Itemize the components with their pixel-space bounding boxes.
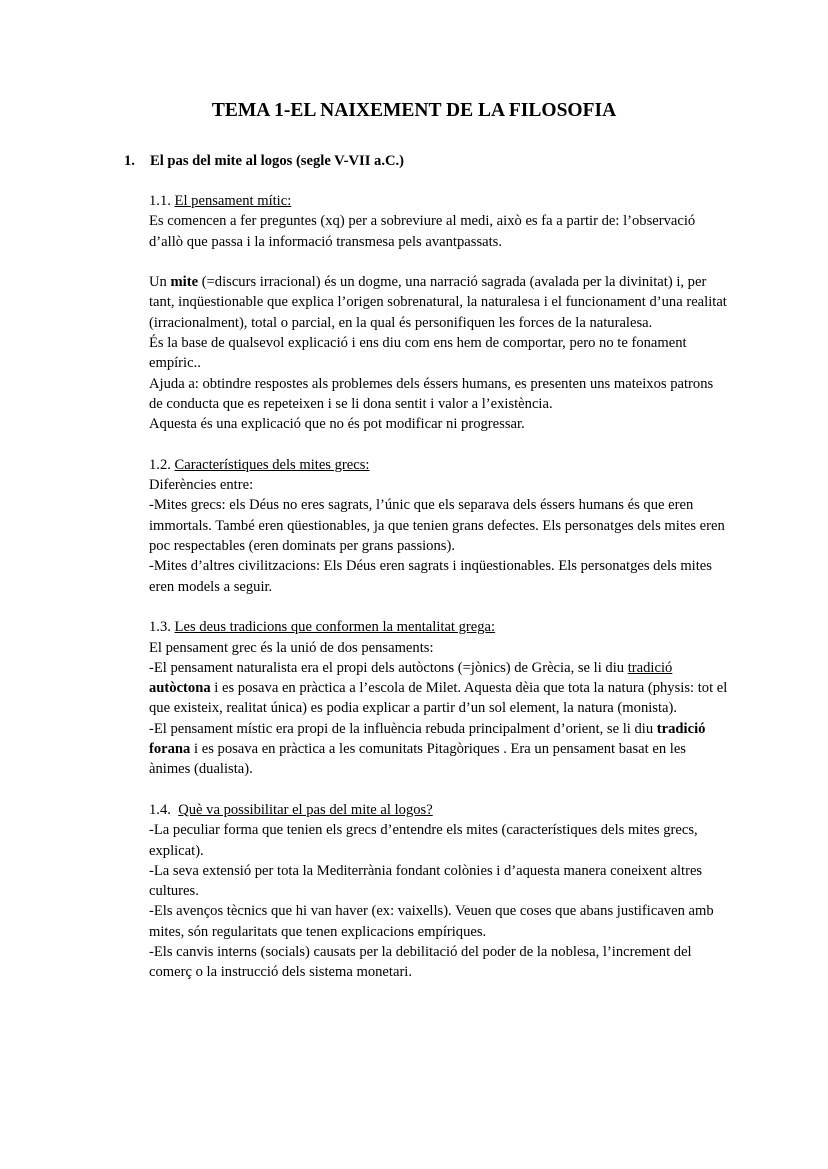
paragraph: Ajuda a: obtindre respostes als problemes dels éssers humans, es presenten uns mateixos patrons de conducta que es repeteixen i se li dona sentit i valor a l’existència. bbox=[149, 375, 714, 412]
section-1-heading bbox=[124, 151, 404, 171]
section-1-number: 1. bbox=[124, 153, 135, 169]
subsection-1-3-heading: 1.3. Les deus tradicions que conformen la mentalitat grega: bbox=[149, 619, 496, 636]
subsection-1-3-title: Les deus tradicions que conformen la mentalitat grega: bbox=[174, 619, 496, 636]
paragraph: -Els canvis interns (socials) causats per la debilitació del poder de la noblesa, l’increment del comerç o la instrucció dels sistema monetari. bbox=[149, 943, 692, 981]
paragraph: Un mite (=discurs irracional) és un dogme, una narració sagrada (avalada per la divinitat) i, per tant, inqüestionable que explica l’origen sobrenatural, la naturalesa i el funcionament d’una realitat (irracionalment), total o parcial, en la qual és personifiquen les forces de la naturalesa. bbox=[149, 274, 727, 331]
paragraph: -El pensament místic era propi de la influència rebuda principalment d’orient, se li diu tradició forana i es posava en pràctica a les comunitats Pitagòriques . Era un pensament basat en les ànimes (dualista). bbox=[149, 720, 706, 778]
paragraph: Es comencen a fer preguntes (xq) per a sobreviure al medi, això es fa a partir de: l’observació d’allò que passa i la informació transmesa pels avantpassats. bbox=[149, 213, 696, 250]
term-tradicio: tradició bbox=[627, 659, 673, 676]
paragraph: -Els avenços tècnics que hi van haver (ex: vaixells). Veuen que coses que abans justificaven amb mites, són regularitats que tenen explicacions empíriques. bbox=[149, 903, 714, 940]
section-1-title: El pas del mite al logos (segle V-VII a.C.) bbox=[150, 153, 405, 169]
subsection-1-4-title: Què va possibilitar el pas del mite al logos? bbox=[178, 801, 433, 818]
subsection-1-4-heading: 1.4. Què va possibilitar el pas del mite al logos? bbox=[149, 801, 433, 818]
paragraph: És la base de qualsevol explicació i ens diu com ens hem de comportar, pero no te fonament empíric.. bbox=[149, 335, 687, 372]
term-tradicio-forana: tradició forana bbox=[149, 720, 706, 758]
paragraph: Diferències entre: bbox=[149, 477, 254, 494]
paragraph: El pensament grec és la unió de dos pensaments: bbox=[149, 639, 434, 656]
subsection-1-1-heading: 1.1. El pensament mític: bbox=[149, 193, 292, 209]
paragraph: Aquesta és una explicació que no és pot modificar ni progressar. bbox=[149, 416, 525, 433]
paragraph: -Mites grecs: els Déus no eres sagrats, l’únic que els separava dels éssers humans és que eren immortals. També eren qüestionables, ja que tenien grans defectes. Els personatges dels mites eren poc respectables (eren dominats per grans passions). bbox=[149, 497, 725, 555]
paragraph: -El pensament naturalista era el propi dels autòctons (=jònics) de Grècia, se li diu tradició autòctona i es posava en pràctica a l’escola de Milet. Aquesta dèia que tota la natura (physis: tot el que existeix, realitat única) es podia explicar a partir d’un sol element, la natura (monista). bbox=[149, 659, 728, 717]
paragraph: -La seva extensió per tota la Mediterrània fondant colònies i d’aquesta manera coneixent altres cultures. bbox=[149, 862, 703, 900]
subsection-1-2-heading: 1.2. Característiques dels mites grecs: bbox=[149, 456, 370, 473]
subsection-1-1-title: El pensament mític: bbox=[174, 193, 292, 209]
subsection-1-2-title: Característiques dels mites grecs: bbox=[174, 456, 370, 473]
page-title: TEMA 1-EL NAIXEMENT DE LA FILOSOFIA bbox=[211, 100, 617, 121]
term-autoctona: autòctona bbox=[149, 680, 211, 697]
term-mite: mite bbox=[170, 274, 199, 291]
paragraph: -Mites d’altres civilitzacions: Els Déus eren sagrats i inqüestionables. Els personatges dels mites eren models a seguir. bbox=[149, 558, 712, 595]
paragraph: -La peculiar forma que tenien els grecs d’entendre els mites (característiques dels mites grecs, explicat). bbox=[149, 822, 698, 859]
section-body bbox=[149, 191, 729, 983]
